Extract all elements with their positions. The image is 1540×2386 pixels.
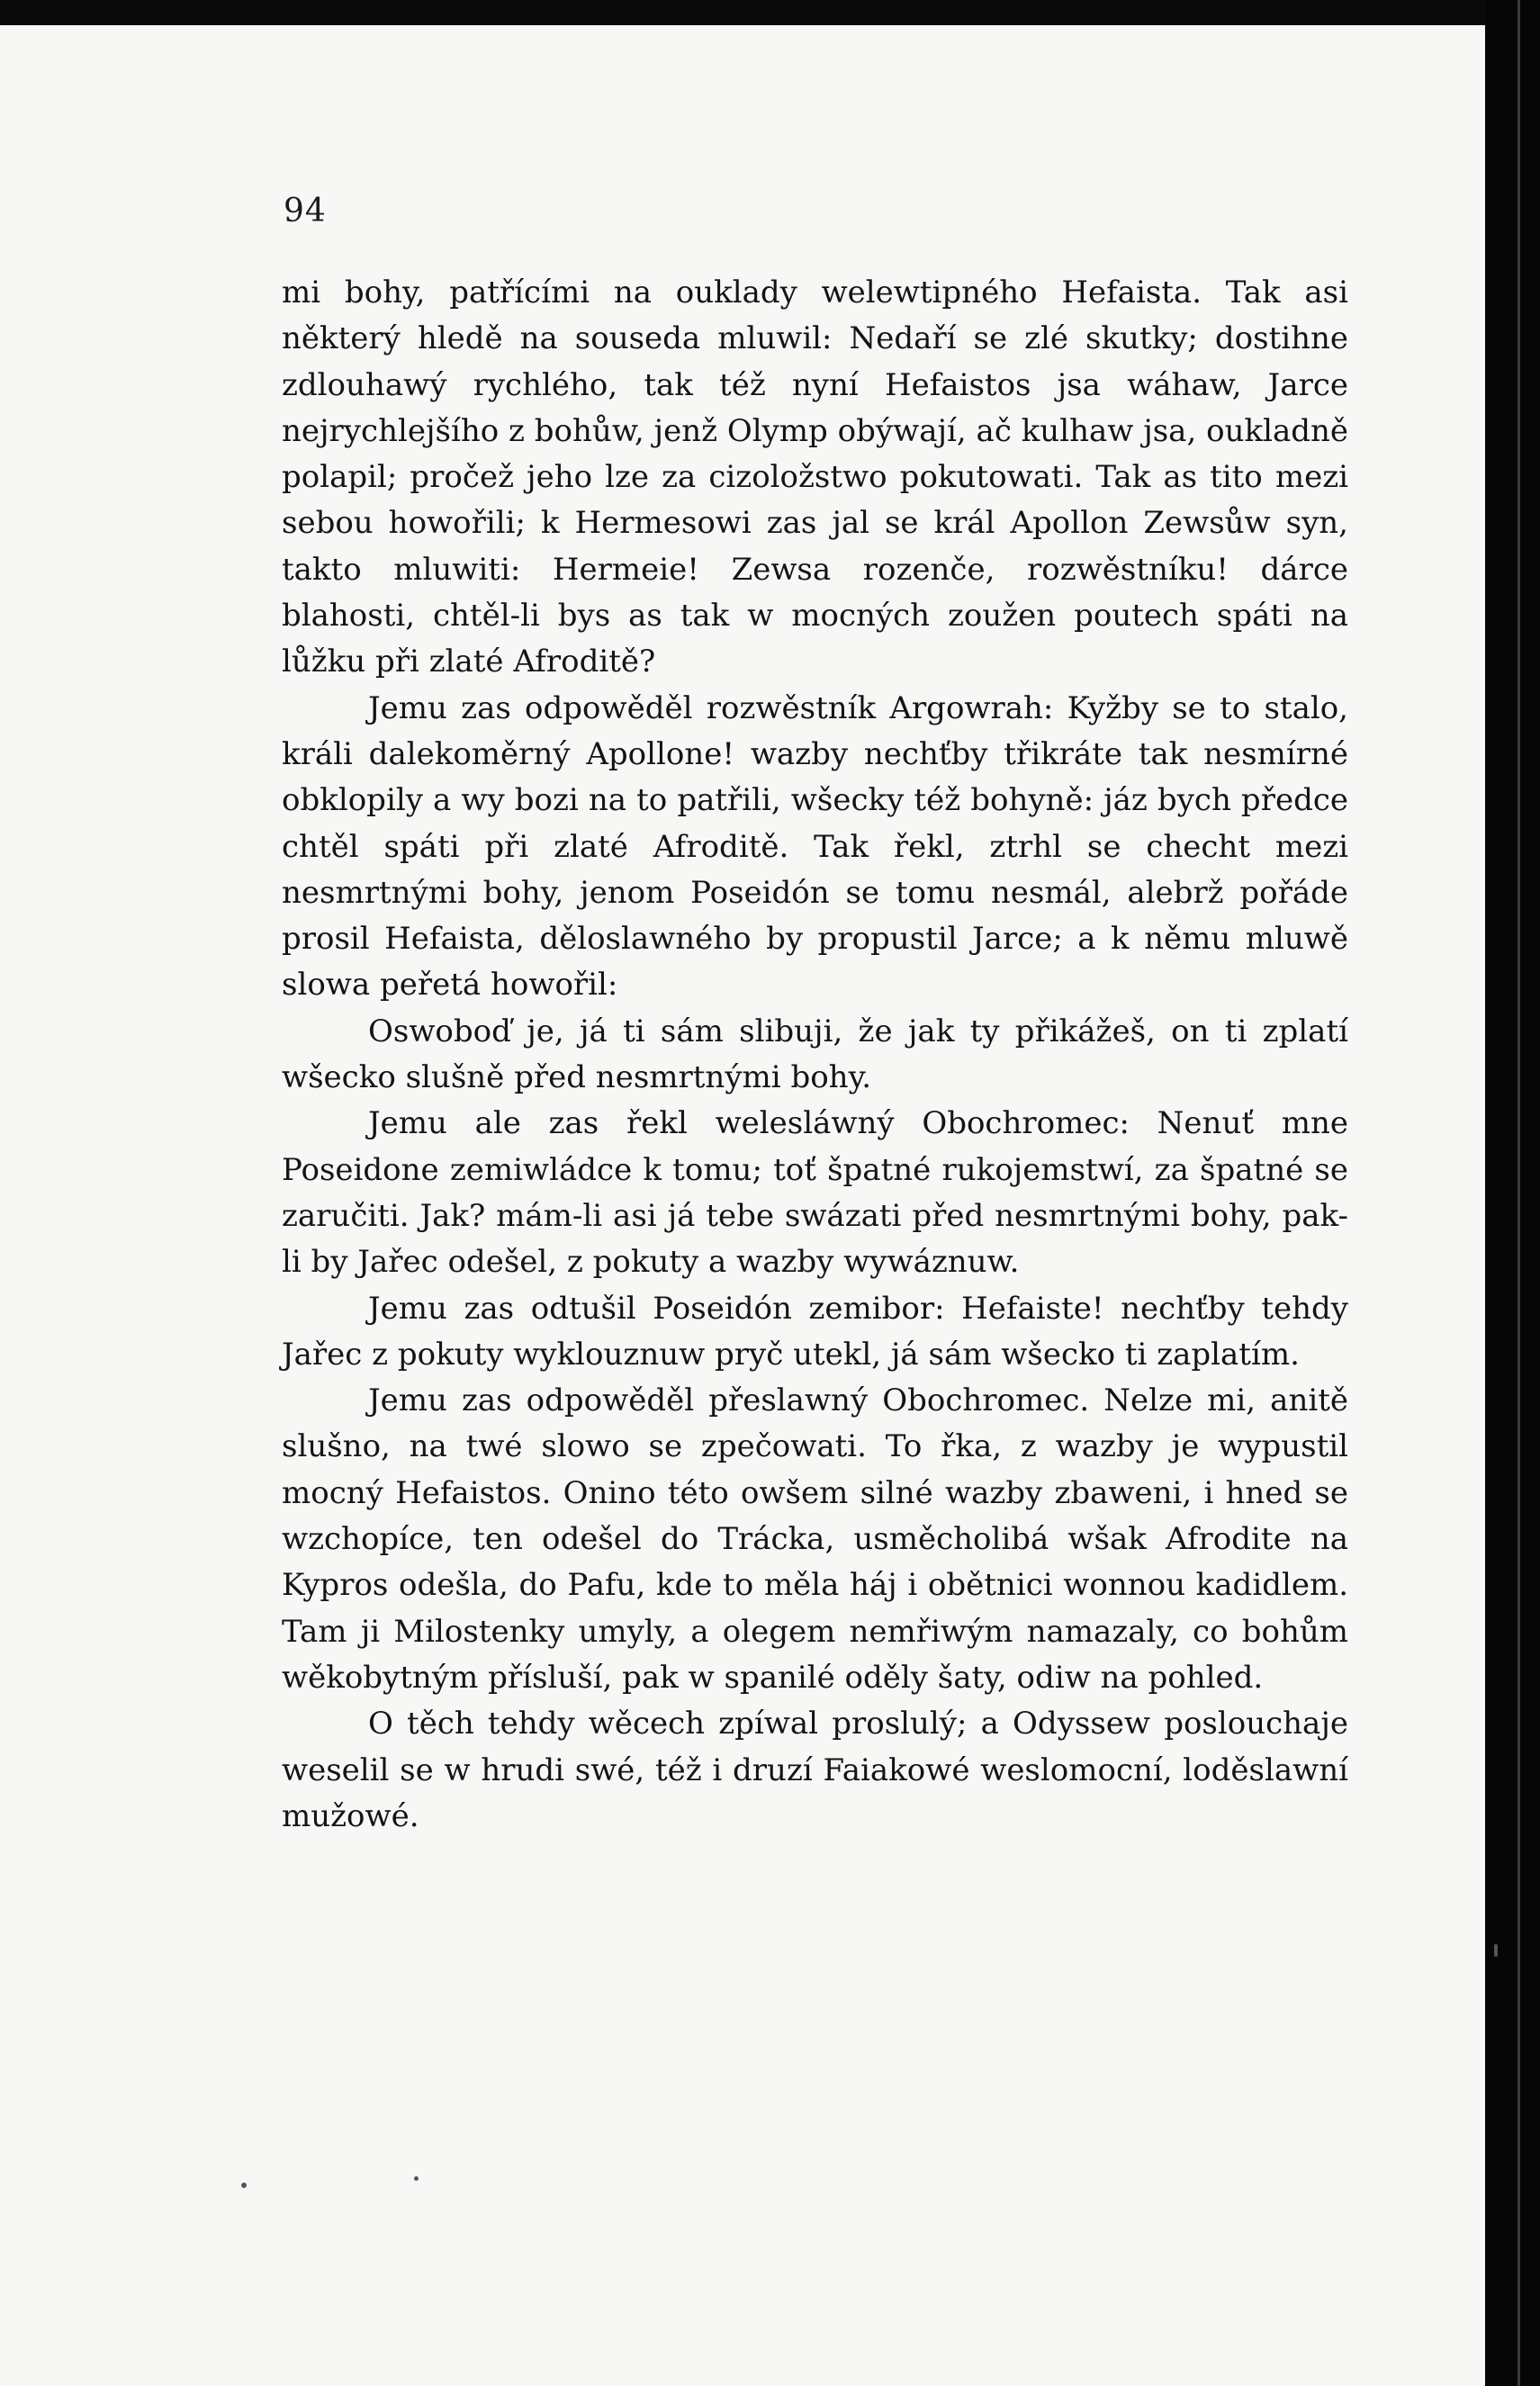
page-number: 94 [284, 193, 327, 230]
paragraph-6: Jemu zas odpowěděl přeslawný Obochromec. Nelze mi, anitě slušno, na twé slowo se zpečowati. To řka, z wazby je wypustil mocný Hefaistos. Onino této owšem silné wazby zbaweni, i hned se wzchopíce, ten odešel do Trácka, usměcholibá wšak Afrodite na Kypros odešla, do Pafu, kde to měla háj i obětnici wonnou kadidlem. Tam ji Milostenky umyly, a olegem nemřiwým namazaly, co bohům wěkobytným přísluší, pak w spanilé oděly šaty, odiw na pohled. [282, 1382, 1348, 1696]
scan-speck [241, 2183, 247, 2188]
scan-speck [414, 2176, 419, 2181]
scan-top-border [0, 0, 1540, 25]
scan-edge-line [1517, 0, 1520, 2386]
paragraph-1: mi bohy, patřícími na ouklady welewtipného Hefaista. Tak asi některý hledě na souseda mluwil: Nedaří se zlé skutky; dostihne zdlouhawý rychlého, tak též nyní Hefaistos jsa wáhaw, Jarce nejrychlejšího z bohůw, jenž Olymp obýwají, ač kulhaw jsa, oukladně polapil; pročež jeho lze za cizoložstwo pokutowati. Tak as tito mezi sebou howořili; k Hermesowi zas jal se král Apollon Zewsůw syn, takto mluwiti: Hermeie! Zewsa rozenče, rozwěstníku! dárce blahosti, chtěl-li bys as tak w mocných zoužen poutech spáti na lůžku při zlaté Afroditě? [282, 275, 1348, 680]
scan-speck [1494, 1944, 1498, 1957]
scan-right-border [1485, 0, 1540, 2386]
paragraph-4: Jemu ale zas řekl welesláwný Obochromec: Nenuť mne Poseidone zemiwládce k tomu; toť špatné rukojemstwí, za špatné se zaručiti. Jak? mám-li asi já tebe swázati před nesmrtnými bohy, pak-li by Jařec odešel, z pokuty a wazby wywáznuw. [282, 1105, 1348, 1281]
page-text [282, 270, 1348, 1840]
paragraph-2: Jemu zas odpowěděl rozwěstník Argowrah: Kyžby se to stalo, králi dalekoměrný Apollone! wazby nechťby třikráte tak nesmírné obklopily a wy bozi na to patřili, wšecky též bohyně: jáz bych předce chtěl spáti při zlaté Afroditě. Tak řekl, ztrhl se checht mezi nesmrtnými bohy, jenom Poseidón se tomu nesmál, alebrž pořáde prosil Hefaista, děloslawného by propustil Jarce; a k němu mluwě slowa peřetá howořil: [282, 689, 1348, 1004]
paragraph-5: Jemu zas odtušil Poseidón zemibor: Hefaiste! nechťby tehdy Jařec z pokuty wyklouznuw pryč utekl, já sám wšecko ti zaplatím. [282, 1290, 1348, 1373]
paragraph-7: O těch tehdy wěcech zpíwal proslulý; a Odyssew poslouchaje weselil se w hrudi swé, též i druzí Faiakowé weslomocní, loděslawní mužowé. [282, 1706, 1348, 1834]
paragraph-3: Oswoboď je, já ti sám slibuji, že jak ty přikážeš, on ti zplatí wšecko slušně před nesmrtnými bohy. [282, 1013, 1348, 1096]
